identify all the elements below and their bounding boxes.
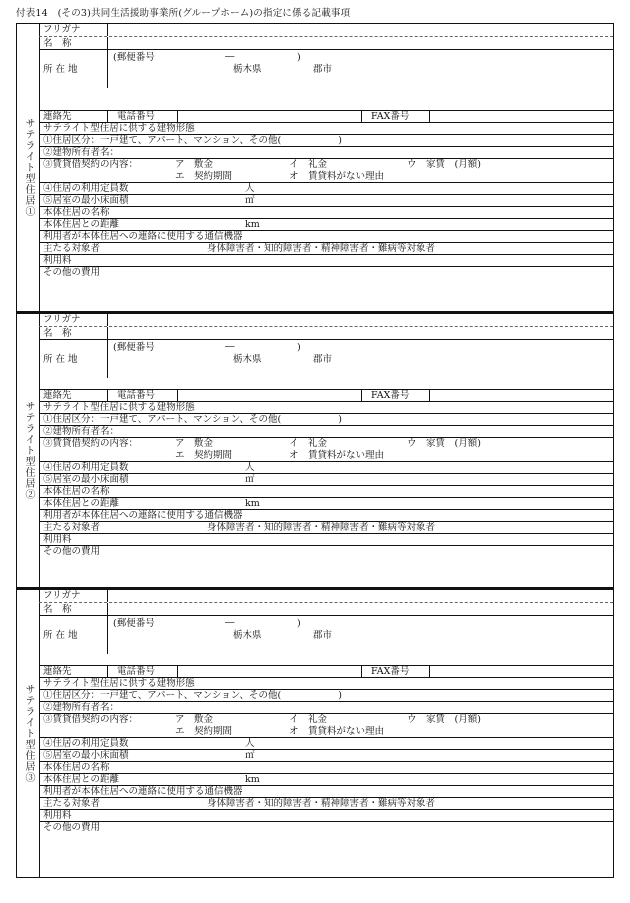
capacity-unit: 人: [245, 738, 255, 749]
contact-row[interactable]: [39, 110, 613, 122]
postal-dash: ―: [225, 51, 235, 62]
furigana-label: フリガナ: [43, 314, 81, 325]
section-label-cell: [17, 24, 40, 311]
satellite-section-1: [16, 23, 614, 312]
floor-area-unit: ㎡: [245, 750, 255, 761]
comm-device-label: 利用者が本体住居への連絡に使用する通信機器: [43, 786, 243, 797]
target-label: 主たる対象者: [43, 243, 101, 254]
target-row[interactable]: [39, 797, 613, 809]
main-name-label: 本体住居の名称: [43, 207, 110, 218]
name-label: 名 称: [43, 604, 72, 615]
address-row[interactable]: [39, 615, 613, 654]
capacity-row[interactable]: [39, 461, 613, 473]
distance-row[interactable]: [39, 218, 613, 230]
lease-i: イ 礼金: [289, 159, 328, 170]
section-label: サテライト型住居②: [23, 401, 34, 500]
lease-a: ア 敷金: [175, 438, 214, 449]
contact-label: 連絡先: [43, 666, 72, 677]
residence-type-label: ①住居区分：一戸建て、アパート、マンション、その他( ): [43, 135, 342, 146]
contact-label: 連絡先: [43, 390, 72, 401]
usage-fee-label: 利用料: [43, 810, 72, 821]
name-label: 名 称: [43, 38, 72, 49]
distance-unit: km: [245, 774, 260, 785]
lease-u: ウ 家賃 (月額): [407, 438, 481, 449]
distance-label: 本体住居との距離: [43, 774, 120, 785]
section-label-cell: [17, 590, 40, 877]
lease-a: ア 敷金: [175, 714, 214, 725]
comm-device-row[interactable]: [39, 230, 613, 242]
lease-u: ウ 家賃 (月額): [407, 159, 481, 170]
satellite-section-3: [16, 588, 614, 878]
address-label: 所 在 地: [43, 354, 78, 365]
comm-device-label: 利用者が本体住居への連絡に使用する通信機器: [43, 231, 243, 242]
floor-area-label: ⑤居室の最小床面積: [43, 474, 129, 485]
lease-u: ウ 家賃 (月額): [407, 714, 481, 725]
lease-o: オ 賃貸料がない理由: [289, 450, 385, 461]
building-type-row[interactable]: [39, 122, 613, 134]
other-costs-label: その他の費用: [43, 822, 101, 833]
furigana-label: フリガナ: [43, 24, 81, 35]
postal-label: (郵便番号: [113, 342, 155, 353]
contact-label: 連絡先: [43, 111, 72, 122]
target-value: 身体障害者・知的障害者・精神障害者・難病等対象者: [207, 798, 436, 809]
lease-label: ③賃貸借契約の内容：: [43, 438, 139, 449]
comm-device-row[interactable]: [39, 509, 613, 521]
city-label: 郡市: [313, 354, 333, 365]
furigana-label: フリガナ: [43, 590, 81, 601]
target-row[interactable]: [39, 521, 613, 533]
distance-row[interactable]: [39, 773, 613, 785]
capacity-unit: 人: [245, 183, 255, 194]
target-value: 身体障害者・知的障害者・精神障害者・難病等対象者: [207, 522, 436, 533]
other-costs-row[interactable]: [39, 821, 613, 878]
lease-e: エ 契約期間: [175, 171, 233, 182]
postal-label: (郵便番号: [113, 52, 155, 63]
furigana-row[interactable]: [39, 24, 613, 36]
target-row[interactable]: [39, 242, 613, 254]
lease-o: オ 賃貸料がない理由: [289, 726, 385, 737]
fax-label: FAX番号: [371, 390, 410, 401]
address-row[interactable]: [39, 339, 613, 378]
fax-label: FAX番号: [371, 666, 410, 677]
lease-label: ③賃貸借契約の内容：: [43, 714, 139, 725]
owner-label: ②建物所有者名：: [43, 426, 120, 437]
lease-row[interactable]: [39, 158, 613, 182]
prefecture-label: 栃木県: [233, 630, 262, 641]
other-costs-row[interactable]: [39, 545, 613, 588]
phone-label: 電話番号: [117, 390, 156, 401]
postal-dash: ―: [225, 341, 235, 352]
prefecture-label: 栃木県: [233, 354, 262, 365]
lease-label: ③賃貸借契約の内容：: [43, 159, 139, 170]
prefecture-label: 栃木県: [233, 64, 262, 75]
floor-area-unit: ㎡: [245, 195, 255, 206]
target-label: 主たる対象者: [43, 522, 101, 533]
main-name-row[interactable]: [39, 761, 613, 773]
capacity-label: ④住居の利用定員数: [43, 462, 129, 473]
name-row[interactable]: [39, 36, 613, 49]
city-label: 郡市: [313, 64, 333, 75]
other-costs-label: その他の費用: [43, 267, 101, 278]
form-title: 付表14 (その3)共同生活援助事業所(グループホーム)の指定に係る記載事項: [16, 8, 351, 19]
floor-area-row[interactable]: [39, 473, 613, 485]
capacity-label: ④住居の利用定員数: [43, 738, 129, 749]
furigana-row[interactable]: [39, 314, 613, 326]
contact-row[interactable]: [39, 665, 613, 677]
phone-label: 電話番号: [117, 111, 156, 122]
floor-area-label: ⑤居室の最小床面積: [43, 195, 129, 206]
building-type-label: サテライト型住居に供する建物形態: [43, 678, 195, 689]
lease-row[interactable]: [39, 713, 613, 737]
lease-row[interactable]: [39, 437, 613, 461]
postal-close: ): [297, 52, 301, 63]
lease-o: オ 賃貸料がない理由: [289, 171, 385, 182]
name-label: 名 称: [43, 328, 72, 339]
lease-i: イ 礼金: [289, 438, 328, 449]
contact-row[interactable]: [39, 389, 613, 401]
usage-fee-row[interactable]: [39, 809, 613, 821]
floor-area-label: ⑤居室の最小床面積: [43, 750, 129, 761]
fax-label: FAX番号: [371, 111, 410, 122]
residence-type-label: ①住居区分：一戸建て、アパート、マンション、その他( ): [43, 414, 342, 425]
usage-fee-label: 利用料: [43, 255, 72, 266]
capacity-unit: 人: [245, 462, 255, 473]
residence-type-row[interactable]: [39, 689, 613, 701]
main-name-label: 本体住居の名称: [43, 486, 110, 497]
capacity-row[interactable]: [39, 737, 613, 749]
lease-e: エ 契約期間: [175, 726, 233, 737]
postal-label: (郵便番号: [113, 618, 155, 629]
owner-label: ②建物所有者名：: [43, 147, 120, 158]
distance-unit: km: [245, 498, 260, 509]
main-name-row[interactable]: [39, 485, 613, 497]
other-costs-row[interactable]: [39, 266, 613, 312]
section-label: サテライト型住居①: [23, 118, 34, 217]
distance-row[interactable]: [39, 497, 613, 509]
distance-label: 本体住居との距離: [43, 219, 120, 230]
target-label: 主たる対象者: [43, 798, 101, 809]
lease-i: イ 礼金: [289, 714, 328, 725]
capacity-row[interactable]: [39, 182, 613, 194]
building-type-label: サテライト型住居に供する建物形態: [43, 123, 195, 134]
other-costs-label: その他の費用: [43, 546, 101, 557]
floor-area-unit: ㎡: [245, 474, 255, 485]
name-row[interactable]: [39, 326, 613, 339]
building-type-row[interactable]: [39, 677, 613, 689]
usage-fee-row[interactable]: [39, 533, 613, 545]
lease-e: エ 契約期間: [175, 450, 233, 461]
phone-label: 電話番号: [117, 666, 156, 677]
address-row[interactable]: [39, 49, 613, 88]
main-name-label: 本体住居の名称: [43, 762, 110, 773]
target-value: 身体障害者・知的障害者・精神障害者・難病等対象者: [207, 243, 436, 254]
capacity-label: ④住居の利用定員数: [43, 183, 129, 194]
lease-a: ア 敷金: [175, 159, 214, 170]
name-row[interactable]: [39, 602, 613, 615]
owner-row[interactable]: [39, 701, 613, 713]
distance-unit: km: [245, 219, 260, 230]
floor-area-row[interactable]: [39, 194, 613, 206]
building-type-row[interactable]: [39, 401, 613, 413]
comm-device-row[interactable]: [39, 785, 613, 797]
owner-label: ②建物所有者名：: [43, 702, 120, 713]
postal-close: ): [297, 618, 301, 629]
usage-fee-label: 利用料: [43, 534, 72, 545]
residence-type-label: ①住居区分：一戸建て、アパート、マンション、その他( ): [43, 690, 342, 701]
furigana-row[interactable]: [39, 590, 613, 602]
distance-label: 本体住居との距離: [43, 498, 120, 509]
satellite-section-2: [16, 312, 614, 588]
floor-area-row[interactable]: [39, 749, 613, 761]
address-label: 所 在 地: [43, 64, 78, 75]
usage-fee-row[interactable]: [39, 254, 613, 266]
main-name-row[interactable]: [39, 206, 613, 218]
city-label: 郡市: [313, 630, 333, 641]
owner-row[interactable]: [39, 146, 613, 158]
owner-row[interactable]: [39, 425, 613, 437]
section-label-cell: [17, 314, 40, 587]
building-type-label: サテライト型住居に供する建物形態: [43, 402, 195, 413]
residence-type-row[interactable]: [39, 134, 613, 146]
comm-device-label: 利用者が本体住居への連絡に使用する通信機器: [43, 510, 243, 521]
residence-type-row[interactable]: [39, 413, 613, 425]
postal-close: ): [297, 342, 301, 353]
postal-dash: ―: [225, 617, 235, 628]
address-label: 所 在 地: [43, 630, 78, 641]
section-label: サテライト型住居③: [23, 684, 34, 783]
